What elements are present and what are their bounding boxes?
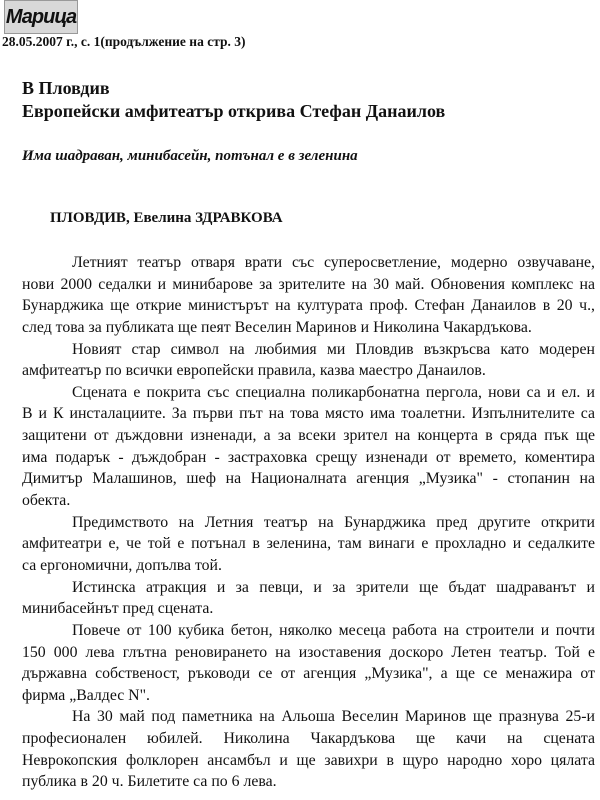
newspaper-logo [4,0,78,34]
article-body [22,252,595,793]
text-line: 150 000 лева глътна реновирането на изоставения доскоро Летен театър. Той е [22,643,595,661]
text-line: нови 2000 седалки и минибарове за зрителите на 30 май. Обновения комплекс на [22,275,595,293]
paragraph [22,512,595,577]
text-line: Летният театър отваря врати със суперосветление, модерно озвучаване, [72,254,595,271]
source-line: 28.05.2007 г., с. 1(продължение на стр. 3) [2,34,246,49]
byline: ПЛОВДИВ, Евелина ЗДРАВКОВА [50,210,283,226]
paragraph [22,252,595,339]
paragraph [22,706,595,793]
text-line: държавна собственост, ръководи се от агенция „Музика", а ще се менажира от [22,665,595,683]
paragraph [22,382,595,512]
headline: Европейски амфитеатър открива Стефан Данаилов [22,101,446,121]
text-line: защитени от дъждовни изненади, а за всеки зрител на концерта в сряда пък ще [22,427,595,445]
text-line: Предимството на Летния театър на Бунарджика пред другите открити [72,513,595,531]
text-line: Истинска атракция и за певци, и за зрители ще бъдат шадраванът и [72,578,595,596]
text-line: В и К инсталациите. За първи път на това място има тоалетни. Изпълнителите са [22,405,595,423]
text-line: професионален юбилей. Николина Чакардъкова ще качи на сцената [22,730,595,748]
text-line: Новият стар символ на любимия ми Пловдив възкръсва като модерен [72,340,595,358]
logo-text: Марица [5,5,77,28]
paragraph [22,620,595,707]
subtitle: Има шадраван, минибасейн, потънал е в зеленина [22,148,358,164]
text-line: публика в 20 ч. Билетите са по 6 лева. [22,773,277,791]
text-line: Димитър Малашинов, шеф на Националната агенция „Музика" - стопанин на [22,470,595,488]
text-line: обекта. [22,492,71,510]
text-line: има подарък - дъждобран - застраховка срещу изненади от времето, коментира [22,448,595,466]
text-line: са ергономични, допълва той. [22,556,222,574]
text-line: фирма „Валдес N". [22,686,150,704]
text-line: Неврокопския фолклорен ансамбъл и ще завихри в щуро народно хоро цялата [22,751,595,769]
text-line: Повече от 100 кубика бетон, няколко месеца работа на строители и почти [72,621,595,639]
paragraph [22,339,595,382]
text-line: амфитеатри е, че той е потънал в зеленина, там винаги е прохладно и седалките [22,535,595,553]
text-line: Бунарджика ще открие министърът на културата проф. Стефан Данаилов в 20 ч., [22,297,595,315]
text-line: На 30 май под паметника на Альоша Веселин Маринов ще празнува 25-и [72,708,595,726]
text-line: Сцената е покрита със специална поликарбонатна пергола, нови са и ел. и [72,383,595,401]
headline-location: В Пловдив [22,78,110,98]
text-line: след това за публиката ще пеят Веселин Маринов и Николина Чакардъкова. [22,318,532,336]
text-line: минибасейнът пред сцената. [22,600,214,618]
paragraph [22,577,595,620]
text-line: амфитеатър по всички европейски правила, казва маестро Данаилов. [22,362,486,380]
